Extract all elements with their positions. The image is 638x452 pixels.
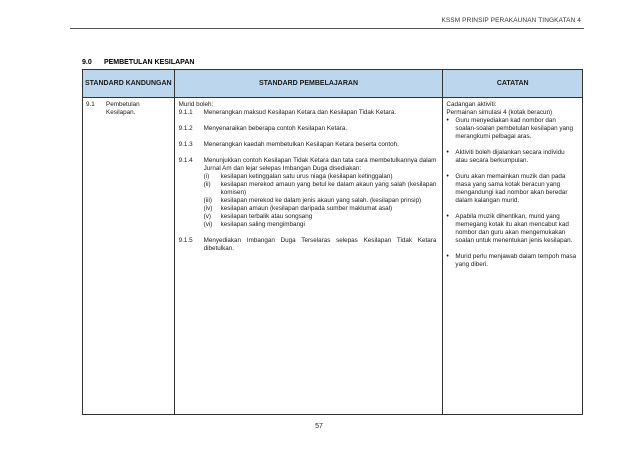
sub-text: kesilapan merekod amaun yang betul ke dalam akaun yang salah (kesilapan komisen) (220, 181, 437, 196)
sk-number: 9.1 (86, 101, 95, 108)
list-item (446, 213, 578, 245)
catatan-cell (443, 98, 583, 415)
header-catatan: CATATAN (443, 70, 583, 98)
standard-kandungan-cell (83, 98, 175, 415)
bullet-icon: • (446, 213, 449, 220)
bullet-text: Apabila muzik dihentikan, murid yang memegang kotak itu akan mencabut kad nombor dan guru akan mengemukakan soalan untuk menentukan jenis kesilapan. (455, 213, 573, 244)
sp-code: 9.1.5 (178, 237, 193, 244)
table-row (83, 98, 583, 415)
sp-code: 9.1.2 (178, 125, 193, 132)
catatan-intro-line2: Permainan simulasi 4 (kotak beracun) (446, 109, 553, 116)
sub-text: kesilapan ketinggalan satu urus niaga (kesilapan ketinggalan) (220, 173, 393, 180)
sub-item (204, 221, 437, 229)
bullet-text: Aktiviti boleh dijalankan secara individu atau secara berkumpulan. (455, 149, 565, 164)
catatan-intro-line1: Cadangan aktiviti: (446, 101, 497, 108)
sub-item (204, 213, 437, 221)
sp-item-9-1-3 (179, 141, 437, 149)
page-number: 57 (315, 423, 323, 430)
header-standard-kandungan: STANDARD KANDUNGAN (83, 70, 175, 98)
list-item (446, 117, 578, 141)
catatan-intro (446, 101, 578, 117)
sp-code: 9.1.1 (178, 109, 193, 116)
sp-text: Menyediakan Imbangan Duga Terselaras selepas Kesilapan Tidak Ketara dibetulkan. (203, 237, 437, 252)
sub-number: (vi) (203, 221, 213, 228)
bullet-icon: • (446, 117, 449, 124)
section-title (82, 59, 194, 66)
sub-text: kesilapan saling mengimbangi (220, 221, 305, 228)
sub-number: (i) (203, 173, 210, 180)
sub-number: (v) (203, 213, 211, 220)
list-item (446, 253, 578, 269)
bullet-text: Guru menyediakan kad nombor dan soalan-soalan pembetulan kesilapan yang merangkumi pelbagai aras. (455, 117, 574, 140)
sp-intro: Murid boleh: (178, 101, 214, 108)
sp-item-9-1-4-text: Menunjukkan contoh Kesilapan Tidak Ketara dan tata cara membetulkannya dalam Jurnal Am dan lejar selepas Imbangan Duga disediakan: (203, 157, 437, 172)
sp-code: 9.1.3 (178, 141, 193, 148)
section-title-text: PEMBETULAN KESILAPAN (103, 59, 195, 66)
bullet-icon: • (446, 253, 449, 260)
bullet-icon: • (446, 149, 449, 156)
sp-text: Menyenaraikan beberapa contoh Kesilapan Ketara. (203, 125, 348, 132)
sp-item-9-1-1 (179, 109, 437, 117)
sub-item (204, 205, 437, 213)
sub-number: (ii) (203, 181, 211, 188)
header-divider (70, 28, 584, 29)
sub-number: (iii) (203, 197, 212, 204)
sp-text (204, 157, 437, 229)
sk-text: Pembetulan Kesilapan. (106, 101, 140, 116)
sp-text: Menerangkan kaedah membetulkan Kesilapan Ketara beserta contoh. (203, 141, 399, 148)
sub-text: kesilapan terbalik atau songsang (220, 213, 313, 220)
sp-code: 9.1.4 (178, 157, 193, 164)
sub-item (204, 197, 437, 205)
table-header-row (83, 70, 583, 98)
sp-text: Menerangkan maksud Kesilapan Ketara dan Kesilapan Tidak Ketara. (203, 109, 397, 116)
bullet-text: Murid perlu menjawab dalam tempoh masa yang diberi. (455, 253, 577, 268)
bullet-icon: • (446, 173, 449, 180)
header-standard-pembelajaran: STANDARD PEMBELAJARAN (174, 70, 443, 98)
sp-item-9-1-4 (179, 157, 437, 229)
sub-text: kesilapan merekod ke dalam jenis akaun yang salah. (kesilapan prinsip) (220, 197, 422, 204)
list-item (446, 149, 578, 165)
running-header: KSSM PRINSIP PERAKAUNAN TINGKATAN 4 (441, 17, 581, 24)
sp-item-9-1-2 (179, 125, 437, 133)
sub-number: (iv) (203, 205, 213, 212)
sp-item-9-1-5 (179, 237, 437, 253)
list-item (446, 173, 578, 205)
standard-pembelajaran-cell (174, 98, 443, 415)
sub-text: kesilapan amaun (kesilapan daripada sumber maklumat asal) (220, 205, 393, 212)
section-number: 9.0 (82, 59, 92, 66)
bullet-text: Guru akan memainkan muzik dan pada masa yang sama kotak beracun yang mengandungi kad nombor akan beredar dalam kalangan murid. (455, 173, 568, 204)
sub-item (204, 173, 437, 181)
catatan-bullet-list (446, 117, 578, 269)
curriculum-table (82, 69, 583, 415)
sub-item (204, 181, 437, 197)
